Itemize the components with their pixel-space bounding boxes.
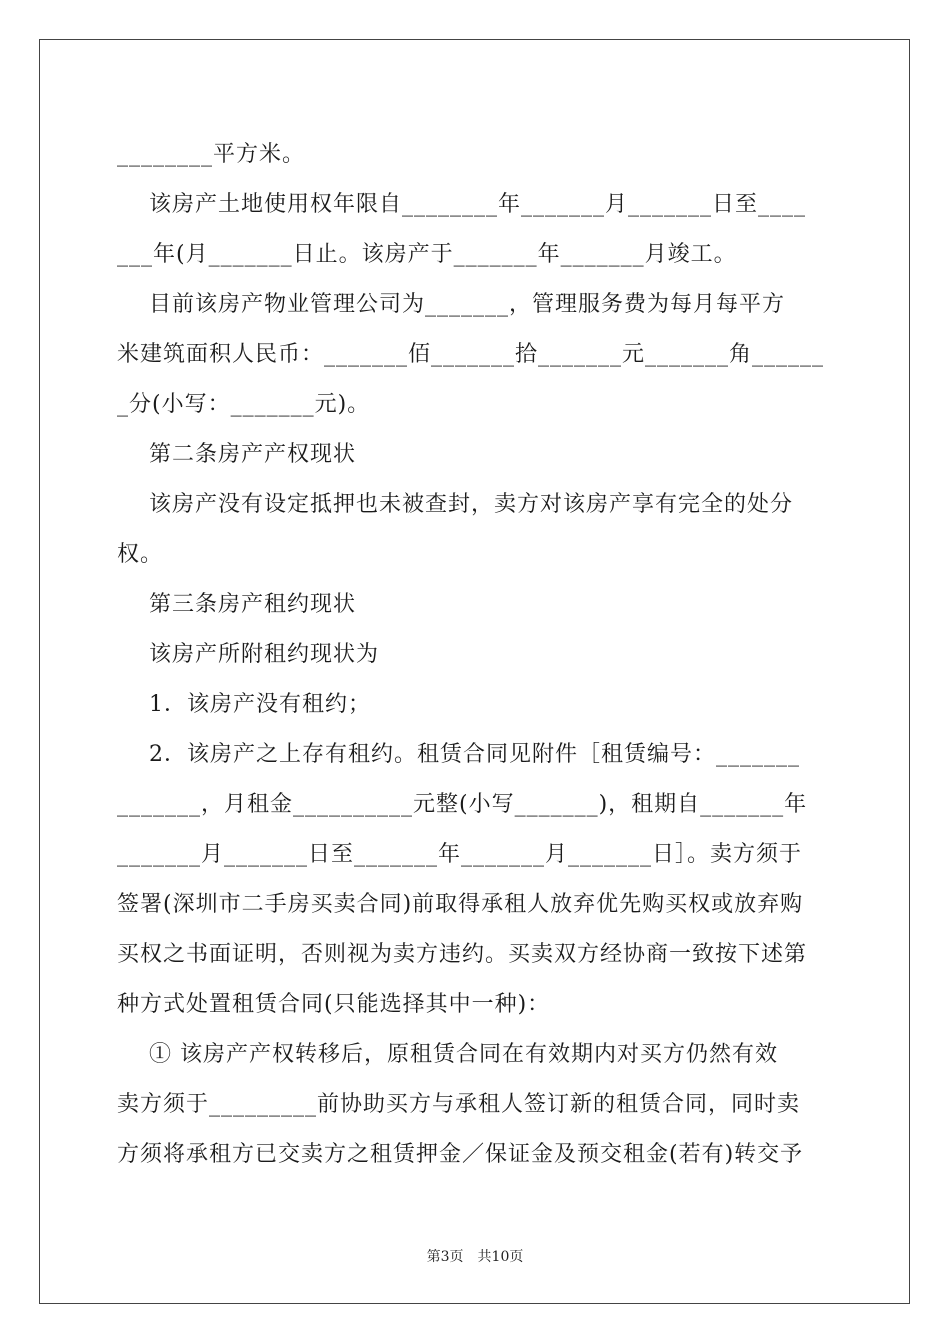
list-item: 1．该房产没有租约； [117, 692, 371, 717]
section-heading: 第三条房产租约现状 [117, 592, 356, 617]
text-line: 种方式处置租赁合同(只能选择其中一种)： [117, 992, 551, 1017]
text-line: 该房产没有设定抵押也未被查封，卖方对该房产享有完全的处分 [117, 492, 793, 517]
list-item: 2．该房产之上存有租约。租赁合同见附件［租赁编号：_______ [117, 742, 800, 767]
text-line: ___年(月_______日止。该房产于_______年_______月竣工。 [117, 242, 737, 267]
page-number-footer: 第3页 共10页 [426, 1249, 524, 1265]
text-line: _______月_______日至_______年_______月_______日］。卖方须于 [117, 842, 803, 867]
text-line: ________平方米。 [117, 142, 306, 167]
text-line: 方须将承租方已交卖方之租赁押金／保证金及预交租金(若有)转交予 [117, 1142, 804, 1167]
text-line: 该房产所附租约现状为 [117, 642, 379, 667]
section-heading: 第二条房产产权现状 [117, 442, 356, 467]
text-line: _分(小写：_______元)。 [117, 392, 371, 417]
text-line: 权。 [117, 542, 164, 567]
text-line: 米建筑面积人民币：_______佰_______拾_______元_______角______ [117, 342, 825, 367]
text-line: 卖方须于_________前协助买方与承租人签订新的租赁合同，同时卖 [117, 1092, 801, 1117]
text-line: 签署(深圳市二手房买卖合同)前取得承租人放弃优先购买权或放弃购 [117, 892, 804, 917]
list-item: ① 该房产产权转移后，原租赁合同在有效期内对买方仍然有效 [117, 1042, 778, 1067]
text-line: 目前该房产物业管理公司为_______，管理服务费为每月每平方 [117, 292, 785, 317]
text-line: 买权之书面证明，否则视为卖方违约。买卖双方经协商一致按下述第 [117, 942, 808, 967]
text-line: _______，月租金__________元整(小写_______)，租期自_______年 [117, 792, 808, 817]
text-line: 该房产土地使用权年限自________年_______月_______日至____ [117, 192, 806, 217]
document-body [117, 130, 835, 1180]
